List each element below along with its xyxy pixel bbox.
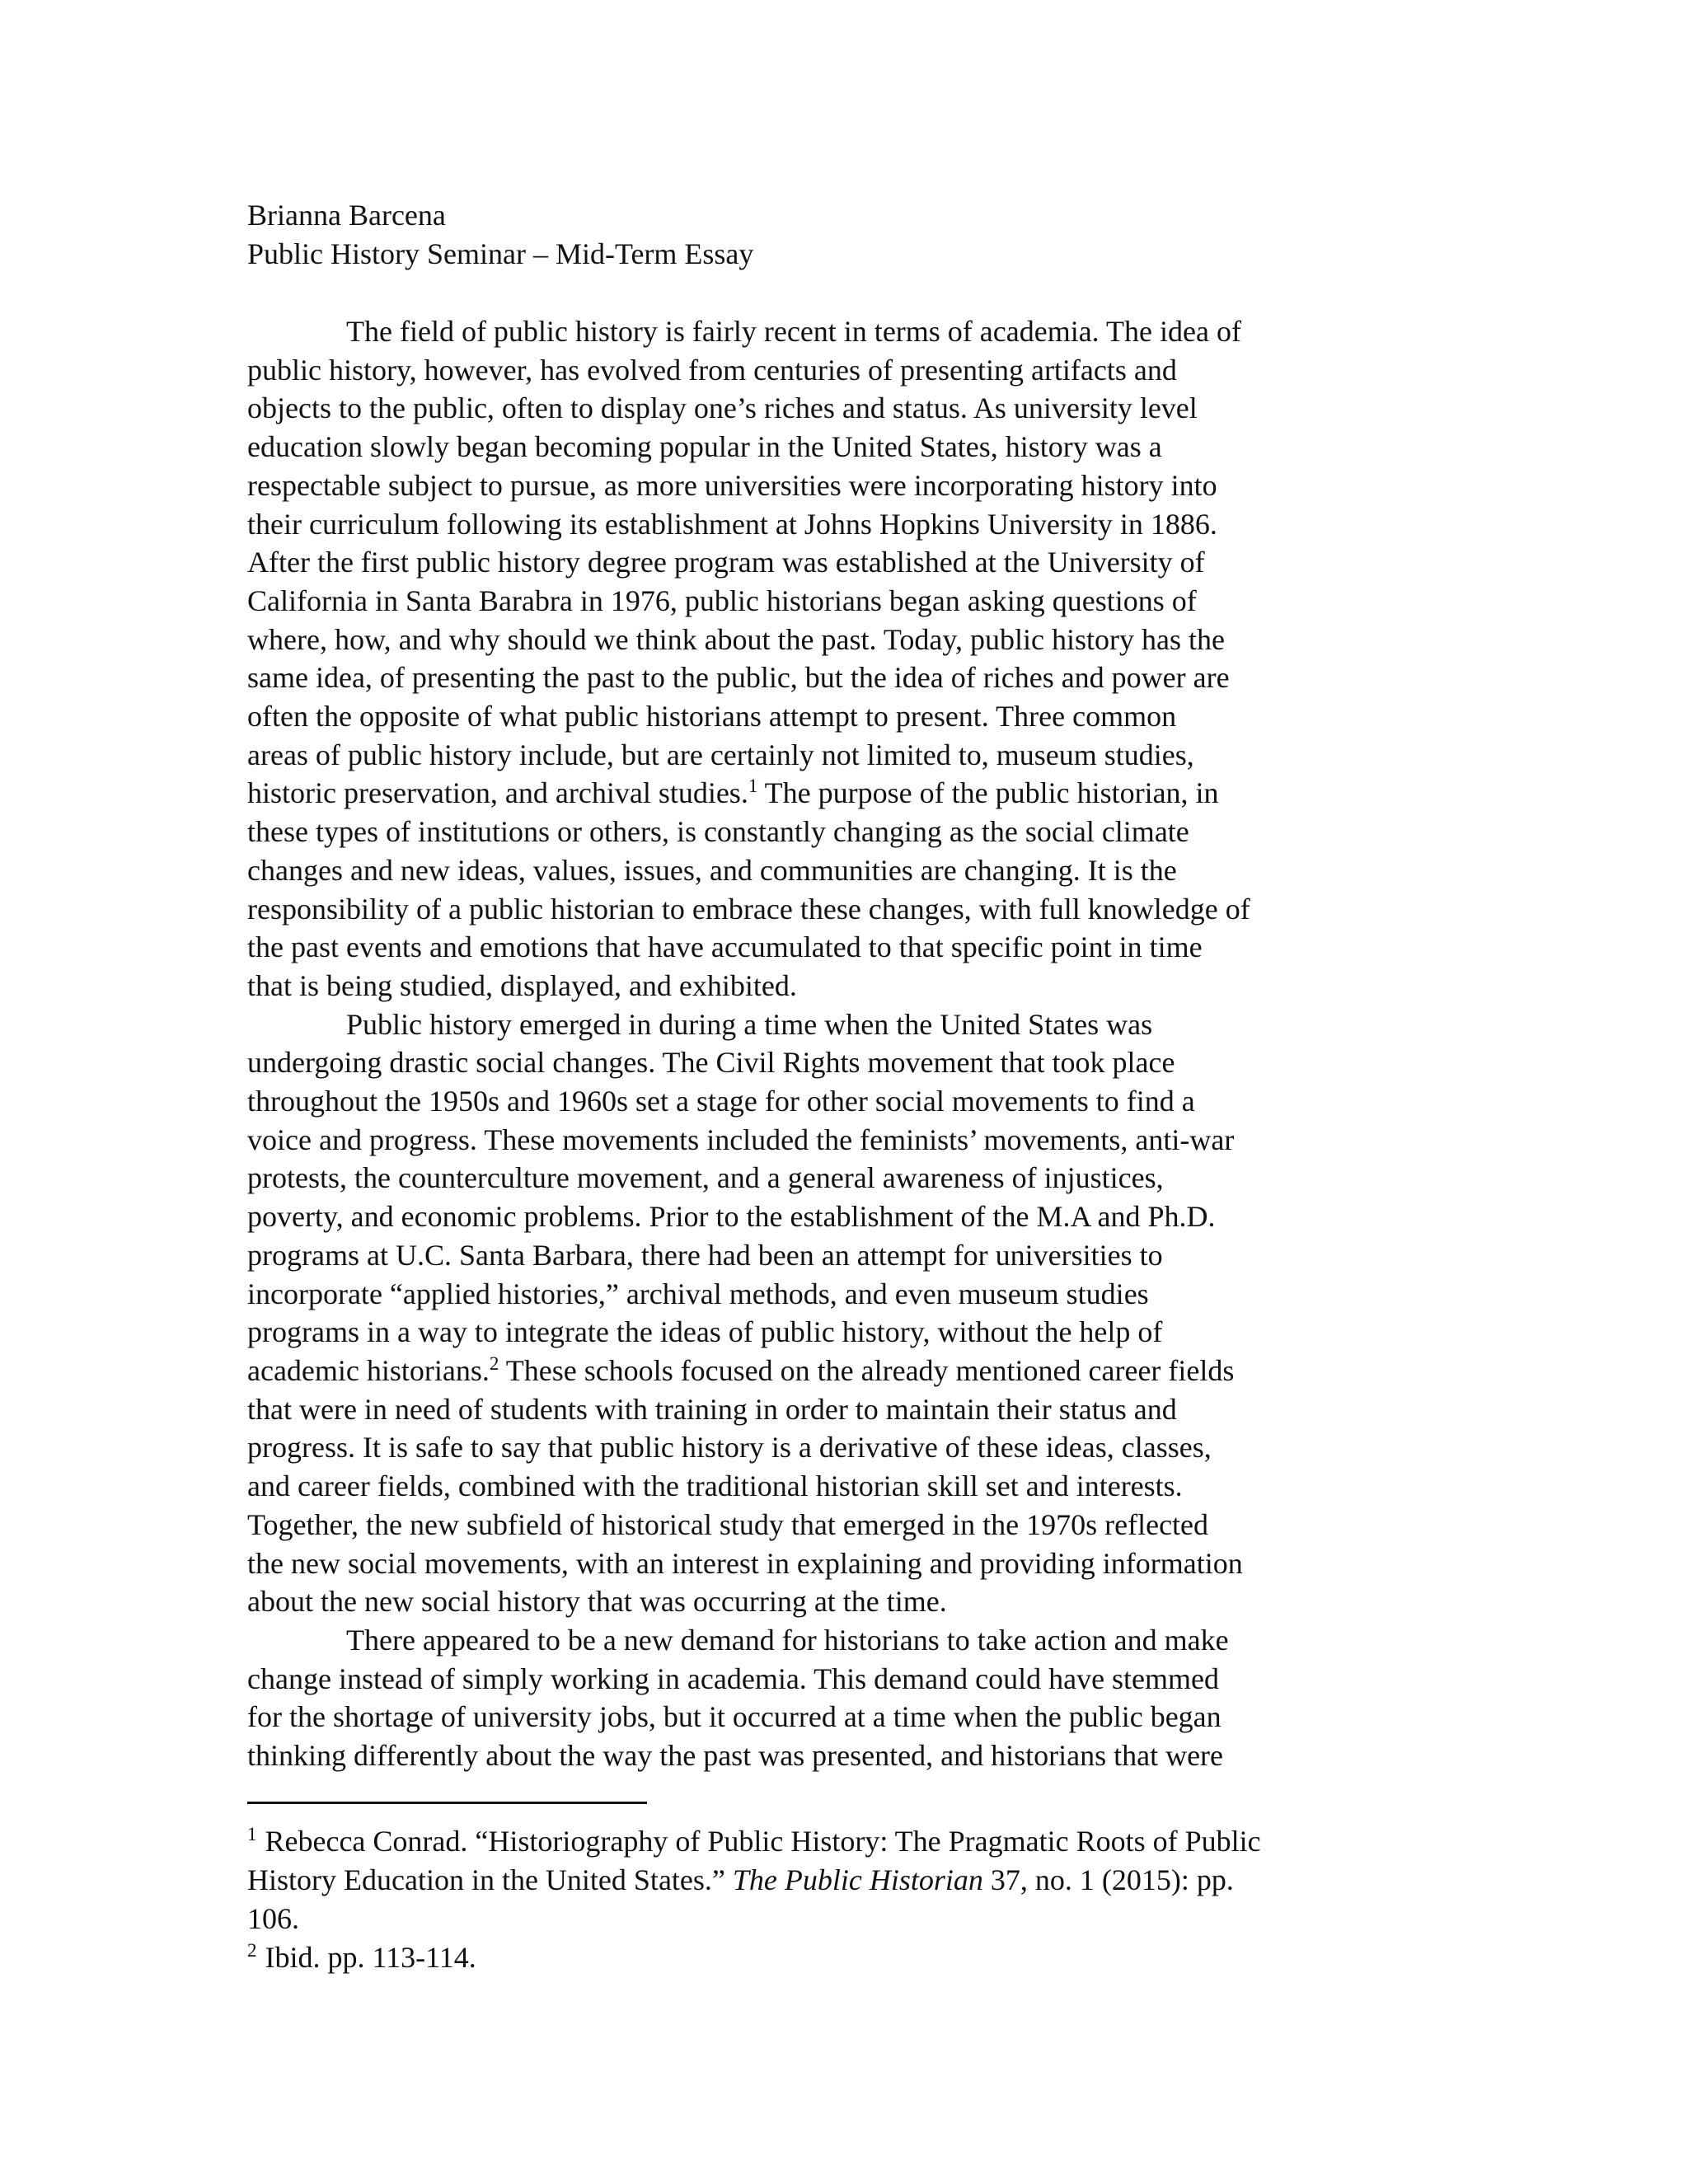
footnote-1-continued: 106.	[247, 1902, 299, 1935]
footnote-number: 1	[247, 1824, 257, 1844]
text-line	[247, 774, 1442, 813]
text-line: areas of public history include, but are certainly not limited to, museum studies,	[247, 738, 1194, 771]
text-line: The field of public history is fairly recent in terms of academia. The idea of	[346, 315, 1241, 348]
text-line: incorporate “applied histories,” archival methods, and even museum studies	[247, 1277, 1149, 1310]
footnote-1-continued	[247, 1861, 1442, 1900]
text-line: objects to the public, often to display one’s riches and status. As university level	[247, 391, 1198, 425]
text-line: voice and progress. These movements included the feminists’ movements, anti-war	[247, 1122, 1235, 1156]
document-page	[247, 196, 1442, 1775]
text-line: same idea, of presenting the past to the public, but the idea of riches and power are	[247, 661, 1230, 695]
text-line	[247, 1352, 1442, 1390]
text-line: Together, the new subfield of historical study that emerged in the 1970s reflected	[247, 1507, 1209, 1541]
text-line: where, how, and why should we think about the past. Today, public history has the	[247, 622, 1225, 656]
text-line: After the first public history degree program was established at the University of	[247, 546, 1205, 579]
footnote-1	[247, 1822, 1442, 1861]
text-line: the new social movements, with an interest in explaining and providing information	[247, 1546, 1243, 1580]
text-line: responsibility of a public historian to embrace these changes, with full knowledge of	[247, 892, 1250, 926]
footnote-text: Ibid. pp. 113-114.	[265, 1941, 476, 1974]
text-line: throughout the 1950s and 1960s set a stage for other social movements to find a	[247, 1085, 1195, 1118]
text-fragment: These schools focused on the already mentioned career fields	[499, 1353, 1235, 1387]
text-line: undergoing drastic social changes. The Civil Rights movement that took place	[247, 1046, 1175, 1080]
text-line: about the new social history that was occurring at the time.	[247, 1585, 947, 1619]
text-line: changes and new ideas, values, issues, and communities are changing. It is the	[247, 853, 1177, 887]
journal-title: The Public Historian	[732, 1863, 983, 1896]
footnote-separator	[247, 1802, 647, 1804]
footnote-ref-1[interactable]: 1	[748, 776, 758, 797]
footnote-2	[247, 1938, 1442, 1977]
text-line: for the shortage of university jobs, but it occurred at a time when the public began	[247, 1700, 1221, 1734]
essay-body	[247, 312, 1442, 1775]
text-line: programs in a way to integrate the ideas of public history, without the help of	[247, 1315, 1163, 1349]
text-fragment: The purpose of the public historian, in	[757, 776, 1219, 810]
text-line: education slowly began becoming popular in the United States, history was a	[247, 430, 1162, 464]
text-line: Public history emerged in during a time when the United States was	[346, 1007, 1153, 1041]
text-line: public history, however, has evolved from centuries of presenting artifacts and	[247, 353, 1177, 387]
text-line: programs at U.C. Santa Barbara, there had been an attempt for universities to	[247, 1238, 1163, 1272]
footnotes	[247, 1822, 1442, 1977]
footnote-text: 37, no. 1 (2015): pp.	[982, 1863, 1234, 1896]
text-fragment: academic historians.	[247, 1353, 490, 1387]
text-line: these types of institutions or others, is constantly changing as the social climate	[247, 815, 1189, 849]
text-line: often the opposite of what public historians attempt to present. Three common	[247, 700, 1177, 733]
text-line: There appeared to be a new demand for historians to take action and make	[346, 1623, 1229, 1657]
text-fragment: historic preservation, and archival studies.	[247, 776, 748, 810]
text-line: progress. It is safe to say that public history is a derivative of these ideas, classes,	[247, 1431, 1212, 1465]
text-line: their curriculum following its establishment at Johns Hopkins University in 1886.	[247, 507, 1217, 541]
author-name: Brianna Barcena	[247, 199, 446, 232]
text-line: that were in need of students with training in order to maintain their status and	[247, 1392, 1177, 1426]
paragraph-2	[247, 1005, 1442, 1621]
footnote-number: 2	[247, 1940, 257, 1961]
text-line: respectable subject to pursue, as more universities were incorporating history into	[247, 468, 1217, 502]
text-line: California in Santa Barabra in 1976, public historians began asking questions of	[247, 583, 1197, 617]
paragraph-3	[247, 1621, 1442, 1775]
text-line: that is being studied, displayed, and exhibited.	[247, 968, 797, 1002]
text-line: the past events and emotions that have accumulated to that specific point in time	[247, 930, 1203, 964]
text-line: and career fields, combined with the traditional historian skill set and interests.	[247, 1469, 1183, 1503]
course-title: Public History Seminar – Mid-Term Essay	[247, 237, 754, 270]
footnote-text: Rebecca Conrad. “Historiography of Public History: The Pragmatic Roots of Public	[265, 1825, 1261, 1858]
footnote-ref-2[interactable]: 2	[489, 1352, 499, 1374]
text-line: change instead of simply working in academia. This demand could have stemmed	[247, 1661, 1220, 1695]
footnote-text: History Education in the United States.”	[247, 1863, 733, 1896]
text-line: thinking differently about the way the past was presented, and historians that were	[247, 1739, 1224, 1773]
text-line: poverty, and economic problems. Prior to the establishment of the M.A and Ph.D.	[247, 1200, 1216, 1234]
text-line: protests, the counterculture movement, and a general awareness of injustices,	[247, 1161, 1164, 1195]
paragraph-1	[247, 312, 1442, 1005]
